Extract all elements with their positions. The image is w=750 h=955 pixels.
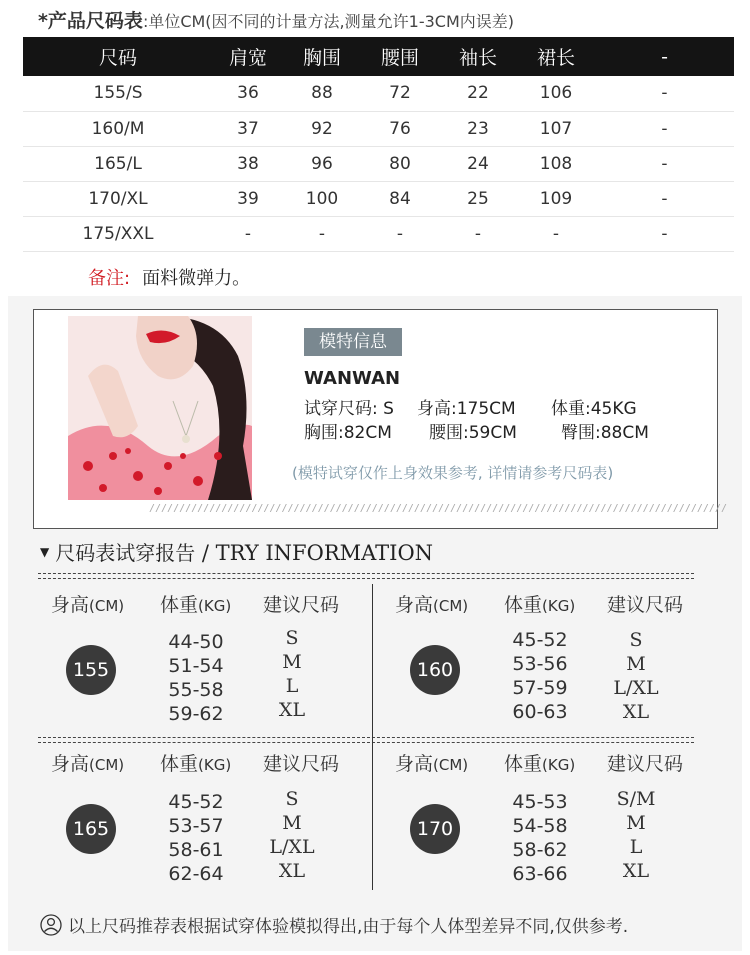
height-badge: 170 xyxy=(410,804,460,854)
model-info-tag: 模特信息 xyxy=(304,328,402,356)
weight-range: 54-58 xyxy=(512,815,568,837)
size-table-header: 胸围 xyxy=(283,37,361,76)
weight-range: 58-62 xyxy=(512,839,568,861)
table-cell: - xyxy=(595,76,734,111)
size-list xyxy=(606,787,666,883)
fit-header-height-label: 身高 xyxy=(51,753,90,775)
table-cell: - xyxy=(283,216,361,251)
fit-header-height-label: 身高 xyxy=(395,594,434,616)
suggested-size: M xyxy=(282,812,302,834)
weight-range: 45-52 xyxy=(168,791,224,813)
weight-list xyxy=(500,628,580,724)
size-table-header: 裙长 xyxy=(517,37,595,76)
model-weight: 体重:45KG xyxy=(551,399,637,419)
size-list xyxy=(606,628,666,724)
suggested-size: XL xyxy=(278,699,306,721)
fit-header-weight xyxy=(504,749,575,776)
table-cell: 170/XL xyxy=(23,181,213,216)
fit-header-height-label: 身高 xyxy=(51,594,90,616)
table-cell: 92 xyxy=(283,111,361,146)
model-bust: 胸围:82CM xyxy=(304,423,392,443)
table-row xyxy=(23,146,734,181)
weight-list xyxy=(500,790,580,886)
table-row xyxy=(23,181,734,216)
fit-section-title-cn: 尺码表试穿报告 xyxy=(55,541,196,565)
table-cell: - xyxy=(595,146,734,181)
suggested-size: S xyxy=(629,629,643,651)
footer-text: 以上尺码推荐表根据试穿体验模拟得出,由于每个人体型差异不同,仅供参考. xyxy=(68,917,629,937)
table-cell: - xyxy=(213,216,283,251)
suggested-size: S xyxy=(285,788,299,810)
suggested-size: XL xyxy=(278,860,306,882)
person-icon xyxy=(40,914,62,941)
dashed-divider xyxy=(38,578,694,579)
fit-header-weight-label: 体重 xyxy=(504,753,543,775)
table-cell: 80 xyxy=(361,146,439,181)
suggested-size: L xyxy=(629,836,643,858)
fit-header-height-label: 身高 xyxy=(395,753,434,775)
table-cell: 36 xyxy=(213,76,283,111)
table-cell: 84 xyxy=(361,181,439,216)
weight-range: 45-52 xyxy=(512,629,568,651)
weight-range: 53-57 xyxy=(168,815,224,837)
suggested-size: M xyxy=(626,812,646,834)
height-badge: 160 xyxy=(410,645,460,695)
weight-list xyxy=(156,630,236,726)
size-list xyxy=(262,626,322,722)
fit-header-weight-unit: (KG) xyxy=(198,756,232,774)
fit-header-size: 建议尺码 xyxy=(607,594,684,616)
suggested-size: S/M xyxy=(616,788,656,810)
fit-header-weight xyxy=(504,590,575,617)
table-cell: 108 xyxy=(517,146,595,181)
table-cell: 39 xyxy=(213,181,283,216)
weight-range: 51-54 xyxy=(168,655,224,677)
suggested-size: L/XL xyxy=(613,677,659,699)
dashed-divider xyxy=(38,737,694,738)
size-table xyxy=(23,37,734,252)
size-table-header: 肩宽 xyxy=(213,37,283,76)
table-cell: 25 xyxy=(439,181,517,216)
fit-header-weight-label: 体重 xyxy=(160,753,199,775)
weight-range: 53-56 xyxy=(512,653,568,675)
table-cell: 155/S xyxy=(23,76,213,111)
fit-header-weight-label: 体重 xyxy=(504,594,543,616)
fit-header-height-unit: (CM) xyxy=(433,756,469,774)
table-cell: - xyxy=(439,216,517,251)
size-chart-title xyxy=(38,6,514,33)
fit-header-weight xyxy=(160,590,231,617)
fit-header-height-unit: (CM) xyxy=(89,756,125,774)
size-list xyxy=(262,787,322,883)
note xyxy=(88,264,250,290)
weight-range: 60-63 xyxy=(512,701,568,723)
table-cell: 88 xyxy=(283,76,361,111)
fit-header-size: 建议尺码 xyxy=(263,753,340,775)
table-cell: 165/L xyxy=(23,146,213,181)
suggested-size: L/XL xyxy=(269,836,315,858)
vertical-divider xyxy=(372,584,373,890)
model-hip: 臀围:88CM xyxy=(561,423,649,443)
size-chart-title-main: *产品尺码表 xyxy=(38,10,143,32)
table-cell: - xyxy=(595,111,734,146)
fit-section-title-en: / TRY INFORMATION xyxy=(195,541,434,565)
table-cell: - xyxy=(595,181,734,216)
fit-header-weight-unit: (KG) xyxy=(542,756,576,774)
weight-range: 59-62 xyxy=(168,703,224,725)
table-cell: 38 xyxy=(213,146,283,181)
height-badge: 155 xyxy=(66,645,116,695)
fit-header-weight-unit: (KG) xyxy=(198,597,232,615)
weight-range: 57-59 xyxy=(512,677,568,699)
weight-range: 44-50 xyxy=(168,631,224,653)
footer-note xyxy=(40,912,628,941)
model-height: 身高:175CM xyxy=(417,399,516,419)
fit-header-weight-unit: (KG) xyxy=(542,597,576,615)
dashed-divider xyxy=(38,742,694,743)
size-table-header: 尺码 xyxy=(23,37,213,76)
table-cell: 24 xyxy=(439,146,517,181)
fit-header-size: 建议尺码 xyxy=(607,753,684,775)
table-row xyxy=(23,216,734,251)
fit-header-height xyxy=(395,590,468,617)
fit-header-weight xyxy=(160,749,231,776)
table-cell: 100 xyxy=(283,181,361,216)
weight-range: 62-64 xyxy=(168,863,224,885)
suggested-size: M xyxy=(282,651,302,673)
suggested-size: XL xyxy=(622,860,650,882)
note-text: 面料微弹力。 xyxy=(142,268,251,289)
fit-section-title xyxy=(40,537,433,566)
table-cell: 107 xyxy=(517,111,595,146)
table-cell: 22 xyxy=(439,76,517,111)
model-photo xyxy=(68,316,252,500)
fit-header-height xyxy=(395,749,468,776)
table-cell: 23 xyxy=(439,111,517,146)
suggested-size: XL xyxy=(622,701,650,723)
suggested-size: L xyxy=(285,675,299,697)
table-cell: 72 xyxy=(361,76,439,111)
size-table-header-row xyxy=(23,37,734,76)
table-row xyxy=(23,76,734,111)
model-name: WANWAN xyxy=(304,368,401,389)
table-cell: 37 xyxy=(213,111,283,146)
decorative-slashes: //////////////////////////////////////////////////////////////////////////////////////////////// xyxy=(149,503,727,514)
dashed-divider xyxy=(38,573,694,574)
model-disclaimer: (模特试穿仅作上身效果参考, 详情请参考尺码表) xyxy=(292,464,614,482)
table-cell: - xyxy=(517,216,595,251)
size-table-header: 袖长 xyxy=(439,37,517,76)
fit-header-height xyxy=(51,749,124,776)
note-label: 备注: xyxy=(88,268,131,289)
weight-range: 55-58 xyxy=(168,679,224,701)
table-cell: 106 xyxy=(517,76,595,111)
height-badge: 165 xyxy=(66,804,116,854)
table-cell: 175/XXL xyxy=(23,216,213,251)
table-cell: - xyxy=(361,216,439,251)
size-chart-title-sub: :单位CM(因不同的计量方法,测量允许1-3CM内误差) xyxy=(142,12,514,31)
size-table-header: - xyxy=(595,37,734,76)
fit-header-height xyxy=(51,590,124,617)
fit-header-weight-label: 体重 xyxy=(160,594,199,616)
table-cell: 76 xyxy=(361,111,439,146)
table-cell: 109 xyxy=(517,181,595,216)
weight-range: 45-53 xyxy=(512,791,568,813)
fit-header-height-unit: (CM) xyxy=(433,597,469,615)
fit-header-size: 建议尺码 xyxy=(263,594,340,616)
model-trial-size: 试穿尺码: S xyxy=(304,399,394,419)
weight-range: 63-66 xyxy=(512,863,568,885)
model-info-card xyxy=(33,309,727,529)
weight-range: 58-61 xyxy=(168,839,224,861)
table-cell: 160/M xyxy=(23,111,213,146)
size-table-header: 腰围 xyxy=(361,37,439,76)
triangle-down-icon: ▼ xyxy=(40,545,50,559)
model-waist: 腰围:59CM xyxy=(429,423,517,443)
weight-list xyxy=(156,790,236,886)
suggested-size: M xyxy=(626,653,646,675)
table-cell: - xyxy=(595,216,734,251)
model-photo-illustration xyxy=(68,316,252,500)
table-row xyxy=(23,111,734,146)
fit-header-height-unit: (CM) xyxy=(89,597,125,615)
suggested-size: S xyxy=(285,627,299,649)
table-cell: 96 xyxy=(283,146,361,181)
